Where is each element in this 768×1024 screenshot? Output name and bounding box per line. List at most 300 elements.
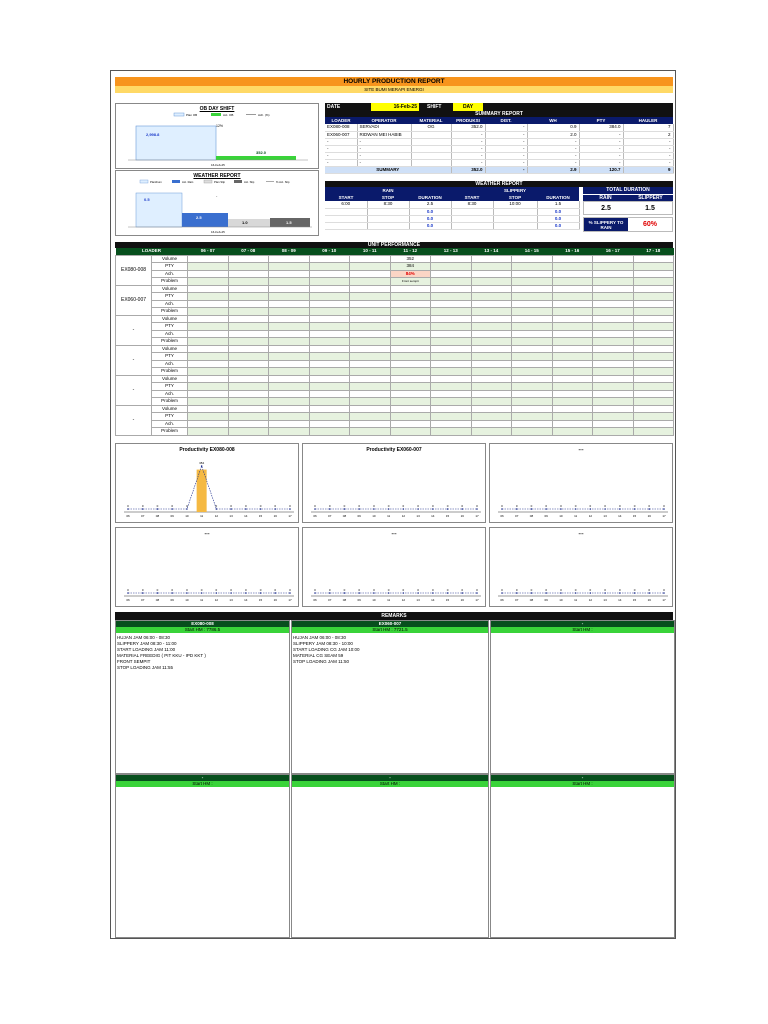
up-cell[interactable] [431,368,472,376]
up-cell[interactable] [633,263,674,271]
up-cell[interactable] [350,293,391,301]
up-cell[interactable] [593,345,634,353]
up-cell[interactable] [593,330,634,338]
up-cell[interactable] [552,323,593,331]
up-cell[interactable] [471,360,512,368]
up-cell[interactable]: 84% [390,270,431,278]
up-cell[interactable] [228,308,269,316]
up-cell[interactable] [552,360,593,368]
up-cell[interactable] [228,278,269,286]
up-cell[interactable] [633,278,674,286]
up-cell[interactable] [350,413,391,421]
up-cell[interactable] [269,323,310,331]
up-cell[interactable] [350,345,391,353]
up-cell[interactable] [188,413,229,421]
up-cell[interactable] [350,308,391,316]
up-cell[interactable] [228,353,269,361]
up-cell[interactable] [188,323,229,331]
up-cell[interactable] [431,405,472,413]
up-cell[interactable] [471,405,512,413]
up-cell[interactable] [188,398,229,406]
up-cell[interactable] [188,368,229,376]
up-cell[interactable] [309,308,350,316]
weather-cell [493,222,537,229]
up-cell[interactable] [512,270,553,278]
up-cell[interactable] [471,413,512,421]
up-cell[interactable] [552,405,593,413]
up-cell[interactable] [188,315,229,323]
up-cell[interactable] [593,390,634,398]
up-cell[interactable] [633,300,674,308]
up-cell[interactable] [633,398,674,406]
up-cell[interactable] [512,323,553,331]
up-cell[interactable] [309,398,350,406]
up-cell[interactable] [350,383,391,391]
up-cell[interactable] [431,300,472,308]
up-cell[interactable] [593,263,634,271]
up-cell[interactable] [593,383,634,391]
up-cell[interactable] [350,353,391,361]
up-cell[interactable] [552,428,593,436]
up-cell[interactable] [390,405,431,413]
up-cell[interactable] [390,345,431,353]
up-cell[interactable] [512,308,553,316]
up-cell[interactable] [309,368,350,376]
up-cell[interactable] [188,420,229,428]
up-cell[interactable] [350,315,391,323]
up-cell[interactable] [633,360,674,368]
up-cell[interactable] [309,293,350,301]
up-cell[interactable] [512,300,553,308]
up-cell[interactable] [552,375,593,383]
up-cell[interactable] [512,353,553,361]
up-cell[interactable] [431,390,472,398]
up-cell[interactable] [512,368,553,376]
up-cell[interactable] [269,368,310,376]
up-cell[interactable] [431,285,472,293]
up-cell[interactable] [350,428,391,436]
up-cell[interactable] [471,398,512,406]
up-cell[interactable] [269,345,310,353]
up-cell[interactable] [431,375,472,383]
up-cell[interactable] [390,420,431,428]
up-cell[interactable] [633,390,674,398]
up-cell[interactable] [552,345,593,353]
up-cell[interactable] [188,390,229,398]
up-cell[interactable] [512,278,553,286]
up-cell[interactable] [593,368,634,376]
up-cell[interactable] [228,405,269,413]
up-cell[interactable] [512,255,553,263]
up-cell[interactable] [552,293,593,301]
up-cell[interactable] [633,368,674,376]
up-cell[interactable] [593,405,634,413]
up-cell[interactable] [471,263,512,271]
up-cell[interactable] [633,383,674,391]
up-cell[interactable] [188,345,229,353]
up-cell[interactable] [633,255,674,263]
up-cell[interactable] [471,420,512,428]
up-cell[interactable] [471,255,512,263]
up-cell[interactable] [269,308,310,316]
up-cell[interactable] [512,383,553,391]
up-cell[interactable] [512,338,553,346]
up-cell[interactable] [512,375,553,383]
up-cell[interactable] [350,390,391,398]
up-cell[interactable] [350,255,391,263]
up-cell[interactable] [228,315,269,323]
up-cell[interactable] [188,330,229,338]
up-cell[interactable] [309,315,350,323]
up-cell[interactable] [552,263,593,271]
up-cell[interactable] [350,330,391,338]
up-cell[interactable] [309,413,350,421]
up-cell[interactable] [512,360,553,368]
up-cell[interactable] [350,270,391,278]
up-cell[interactable] [269,398,310,406]
up-cell[interactable] [552,285,593,293]
up-cell[interactable] [309,300,350,308]
up-cell[interactable] [390,428,431,436]
up-cell[interactable] [552,353,593,361]
up-cell[interactable] [431,293,472,301]
up-cell[interactable] [309,323,350,331]
up-cell[interactable] [228,390,269,398]
up-cell[interactable] [471,345,512,353]
up-cell[interactable] [512,293,553,301]
up-cell[interactable] [309,255,350,263]
up-cell[interactable] [471,308,512,316]
up-cell[interactable] [390,338,431,346]
up-cell[interactable] [228,413,269,421]
summary-cell: - [579,131,623,138]
up-cell[interactable] [390,323,431,331]
up-cell[interactable] [390,353,431,361]
up-cell[interactable] [471,285,512,293]
up-cell[interactable] [309,353,350,361]
up-cell[interactable] [633,285,674,293]
up-cell[interactable] [390,375,431,383]
up-cell[interactable] [512,315,553,323]
up-cell[interactable] [633,353,674,361]
up-cell[interactable] [228,383,269,391]
up-cell[interactable] [188,300,229,308]
up-cell[interactable] [188,293,229,301]
up-cell[interactable] [512,413,553,421]
up-cell[interactable] [269,428,310,436]
up-cell[interactable] [188,405,229,413]
up-cell[interactable] [228,263,269,271]
up-cell[interactable] [269,330,310,338]
up-cell[interactable] [309,405,350,413]
up-cell[interactable] [552,390,593,398]
up-cell[interactable] [228,323,269,331]
up-cell[interactable] [269,263,310,271]
up-cell[interactable] [228,398,269,406]
up-cell[interactable] [633,420,674,428]
up-cell[interactable] [390,315,431,323]
up-cell[interactable] [633,293,674,301]
up-cell[interactable] [431,330,472,338]
up-cell[interactable] [350,278,391,286]
up-cell[interactable] [633,323,674,331]
up-cell[interactable] [350,375,391,383]
up-cell[interactable] [350,360,391,368]
up-cell[interactable] [593,398,634,406]
up-cell[interactable] [593,278,634,286]
up-cell[interactable] [269,420,310,428]
up-cell[interactable] [228,330,269,338]
up-cell[interactable] [633,405,674,413]
up-cell[interactable] [228,360,269,368]
up-cell[interactable] [269,278,310,286]
up-cell[interactable] [512,405,553,413]
up-cell[interactable] [633,330,674,338]
up-cell[interactable] [309,285,350,293]
up-cell[interactable] [269,375,310,383]
remarks-text[interactable] [292,633,488,667]
up-cell[interactable] [593,375,634,383]
up-cell[interactable] [633,428,674,436]
remarks-text[interactable] [116,787,289,791]
up-cell[interactable] [471,353,512,361]
up-cell[interactable] [269,383,310,391]
up-cell[interactable] [593,270,634,278]
up-cell[interactable] [269,413,310,421]
up-cell[interactable] [593,293,634,301]
up-cell[interactable] [512,390,553,398]
up-cell[interactable] [471,270,512,278]
up-cell[interactable] [552,398,593,406]
up-cell[interactable] [593,255,634,263]
up-cell[interactable] [228,300,269,308]
up-cell[interactable] [471,428,512,436]
up-cell[interactable] [431,278,472,286]
up-cell[interactable] [552,308,593,316]
up-cell[interactable]: 352 [390,255,431,263]
remarks-text[interactable] [116,633,289,673]
up-cell[interactable] [228,338,269,346]
up-cell[interactable] [309,263,350,271]
up-cell[interactable] [552,278,593,286]
up-cell[interactable] [390,285,431,293]
up-cell[interactable] [552,270,593,278]
up-cell[interactable] [471,383,512,391]
up-cell[interactable] [593,308,634,316]
up-cell[interactable] [431,255,472,263]
up-cell[interactable] [188,375,229,383]
up-cell[interactable] [188,360,229,368]
up-cell[interactable] [269,353,310,361]
up-cell[interactable] [228,420,269,428]
up-cell[interactable] [593,315,634,323]
up-cell[interactable] [228,285,269,293]
up-cell[interactable] [269,285,310,293]
remarks-text[interactable] [292,787,488,791]
up-cell[interactable] [228,375,269,383]
up-cell[interactable] [309,390,350,398]
up-cell[interactable] [390,300,431,308]
remarks-text[interactable] [491,633,674,637]
up-cell[interactable] [512,285,553,293]
up-cell[interactable]: 384 [390,263,431,271]
up-cell[interactable] [633,345,674,353]
up-cell[interactable] [350,405,391,413]
up-cell[interactable] [471,338,512,346]
up-cell[interactable] [309,270,350,278]
remarks-text[interactable] [491,787,674,791]
up-cell[interactable] [269,255,310,263]
up-cell[interactable] [350,323,391,331]
up-cell[interactable] [309,428,350,436]
up-cell[interactable] [431,398,472,406]
up-cell[interactable] [431,413,472,421]
up-cell[interactable] [309,375,350,383]
up-cell[interactable] [350,368,391,376]
up-cell[interactable] [633,315,674,323]
up-cell[interactable] [593,413,634,421]
up-cell[interactable] [431,270,472,278]
up-cell[interactable] [552,330,593,338]
up-cell[interactable] [269,338,310,346]
up-cell[interactable] [512,398,553,406]
up-cell[interactable] [350,398,391,406]
up-cell[interactable] [188,338,229,346]
up-cell[interactable] [593,420,634,428]
up-cell[interactable] [431,428,472,436]
up-cell[interactable] [390,383,431,391]
up-cell[interactable] [269,390,310,398]
up-cell[interactable] [228,368,269,376]
up-cell[interactable] [390,293,431,301]
up-cell[interactable] [593,285,634,293]
up-cell[interactable] [188,353,229,361]
up-cell[interactable] [431,315,472,323]
up-cell[interactable] [593,428,634,436]
up-cell[interactable] [552,413,593,421]
up-cell[interactable] [431,360,472,368]
up-cell[interactable] [228,428,269,436]
shift-value[interactable]: DAY [453,103,483,111]
up-cell[interactable]: Front sempit [390,278,431,286]
up-cell[interactable] [633,338,674,346]
up-cell[interactable] [390,390,431,398]
up-cell[interactable] [431,263,472,271]
up-cell[interactable] [552,383,593,391]
up-cell[interactable] [228,255,269,263]
up-cell[interactable] [552,420,593,428]
up-cell[interactable] [552,300,593,308]
up-cell[interactable] [188,255,229,263]
up-cell[interactable] [269,300,310,308]
up-cell[interactable] [350,263,391,271]
up-cell[interactable] [471,293,512,301]
up-cell[interactable] [431,383,472,391]
up-cell[interactable] [390,368,431,376]
up-cell[interactable] [309,338,350,346]
up-cell[interactable] [188,270,229,278]
up-cell[interactable] [350,285,391,293]
up-cell[interactable] [512,420,553,428]
up-cell[interactable] [269,293,310,301]
up-cell[interactable] [269,315,310,323]
up-cell[interactable] [512,263,553,271]
up-cell[interactable] [512,428,553,436]
up-cell[interactable] [471,330,512,338]
up-cell[interactable] [471,368,512,376]
up-cell[interactable] [309,383,350,391]
up-cell[interactable] [269,270,310,278]
up-cell[interactable] [269,360,310,368]
up-cell[interactable] [471,323,512,331]
up-cell[interactable] [512,345,553,353]
up-cell[interactable] [309,345,350,353]
up-cell[interactable] [309,420,350,428]
up-cell[interactable] [431,323,472,331]
up-cell[interactable] [552,315,593,323]
up-cell[interactable] [228,270,269,278]
up-cell[interactable] [431,338,472,346]
up-cell[interactable] [390,360,431,368]
up-cell[interactable] [633,270,674,278]
up-cell[interactable] [593,360,634,368]
up-cell[interactable] [390,413,431,421]
up-cell[interactable] [593,300,634,308]
up-cell[interactable] [431,353,472,361]
up-cell[interactable] [593,323,634,331]
up-cell[interactable] [350,338,391,346]
date-value[interactable]: 16-Feb-25 [371,103,419,111]
up-cell[interactable] [471,278,512,286]
up-cell[interactable] [471,375,512,383]
up-cell[interactable] [471,300,512,308]
up-cell[interactable] [188,263,229,271]
up-cell[interactable] [593,338,634,346]
up-cell[interactable] [471,315,512,323]
up-cell[interactable] [431,345,472,353]
up-cell[interactable] [552,255,593,263]
up-cell[interactable] [188,278,229,286]
up-cell[interactable] [512,330,553,338]
up-cell[interactable] [390,398,431,406]
up-cell[interactable] [431,420,472,428]
up-cell[interactable] [552,368,593,376]
up-cell[interactable] [633,308,674,316]
up-cell[interactable] [390,308,431,316]
up-cell[interactable] [552,338,593,346]
up-cell[interactable] [350,420,391,428]
up-cell[interactable] [309,330,350,338]
up-cell[interactable] [593,353,634,361]
up-cell[interactable] [471,390,512,398]
up-cell[interactable] [390,330,431,338]
up-cell[interactable] [188,383,229,391]
up-cell[interactable] [269,405,310,413]
up-cell[interactable] [350,300,391,308]
up-cell[interactable] [228,293,269,301]
up-cell[interactable] [633,413,674,421]
chart-point [432,592,434,594]
up-cell[interactable] [633,375,674,383]
up-cell[interactable] [431,308,472,316]
up-cell[interactable] [188,428,229,436]
productivity-charts [115,443,673,607]
up-cell[interactable] [309,278,350,286]
up-cell[interactable] [228,345,269,353]
up-cell[interactable] [309,360,350,368]
up-cell[interactable] [188,285,229,293]
up-cell[interactable] [188,308,229,316]
